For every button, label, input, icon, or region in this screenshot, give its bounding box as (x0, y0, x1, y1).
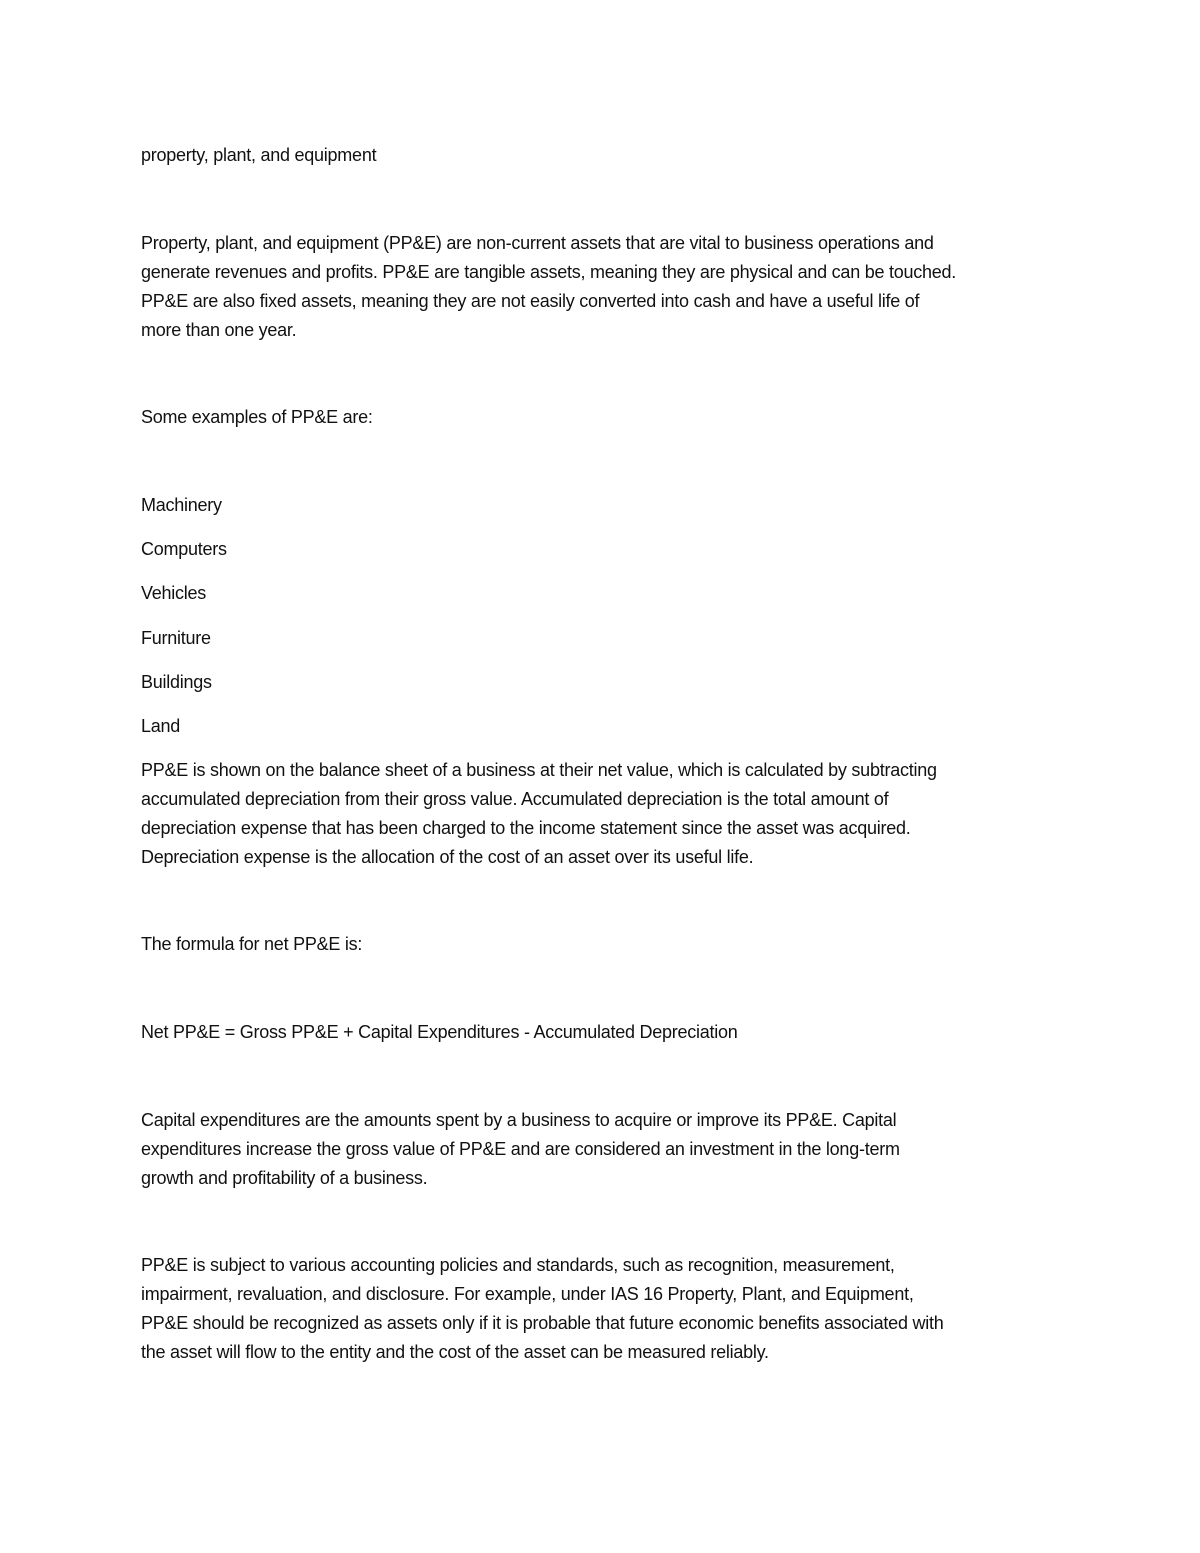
example-item-furniture: Furniture (141, 628, 211, 648)
balance-sheet-paragraph (141, 756, 1066, 872)
example-item-land: Land (141, 716, 181, 736)
example-item-machinery: Machinery (141, 495, 222, 515)
example-item-vehicles: Vehicles (141, 583, 207, 603)
examples-heading: Some examples of PP&E are: (141, 407, 373, 427)
balance-sheet-line: Depreciation expense is the allocation of the cost of an asset over its useful life. (141, 847, 754, 867)
balance-sheet-line: depreciation expense that has been charged to the income statement since the asset was acquired. (141, 818, 911, 838)
standards-line: PP&E should be recognized as assets only if it is probable that future economic benefits associated with (141, 1313, 944, 1333)
standards-line: PP&E is subject to various accounting policies and standards, such as recognition, measurement, (141, 1255, 895, 1275)
document-title: property, plant, and equipment (141, 145, 377, 165)
intro-line: generate revenues and profits. PP&E are tangible assets, meaning they are physical and can be touched. (141, 262, 957, 282)
balance-sheet-line: accumulated depreciation from their gross value. Accumulated depreciation is the total amount of (141, 789, 889, 809)
example-item-buildings: Buildings (141, 672, 212, 692)
capex-paragraph (141, 1106, 1066, 1193)
formula-heading: The formula for net PP&E is: (141, 934, 363, 954)
capex-line: expenditures increase the gross value of PP&E and are considered an investment in the long-term (141, 1139, 900, 1159)
example-item-computers: Computers (141, 539, 227, 559)
intro-paragraph (141, 229, 1066, 345)
intro-line: PP&E are also fixed assets, meaning they are not easily converted into cash and have a useful life of (141, 291, 920, 311)
intro-line: Property, plant, and equipment (PP&E) are non-current assets that are vital to business operations and (141, 233, 934, 253)
capex-line: growth and profitability of a business. (141, 1168, 428, 1188)
intro-line: more than one year. (141, 320, 297, 340)
standards-line: the asset will flow to the entity and the cost of the asset can be measured reliably. (141, 1342, 769, 1362)
formula-text: Net PP&E = Gross PP&E + Capital Expenditures - Accumulated Depreciation (141, 1022, 738, 1042)
standards-paragraph (141, 1251, 1066, 1367)
standards-line: impairment, revaluation, and disclosure. For example, under IAS 16 Property, Plant, and Equipment, (141, 1284, 914, 1304)
capex-line: Capital expenditures are the amounts spent by a business to acquire or improve its PP&E. Capital (141, 1110, 897, 1130)
balance-sheet-line: PP&E is shown on the balance sheet of a business at their net value, which is calculated by subtracting (141, 760, 937, 780)
